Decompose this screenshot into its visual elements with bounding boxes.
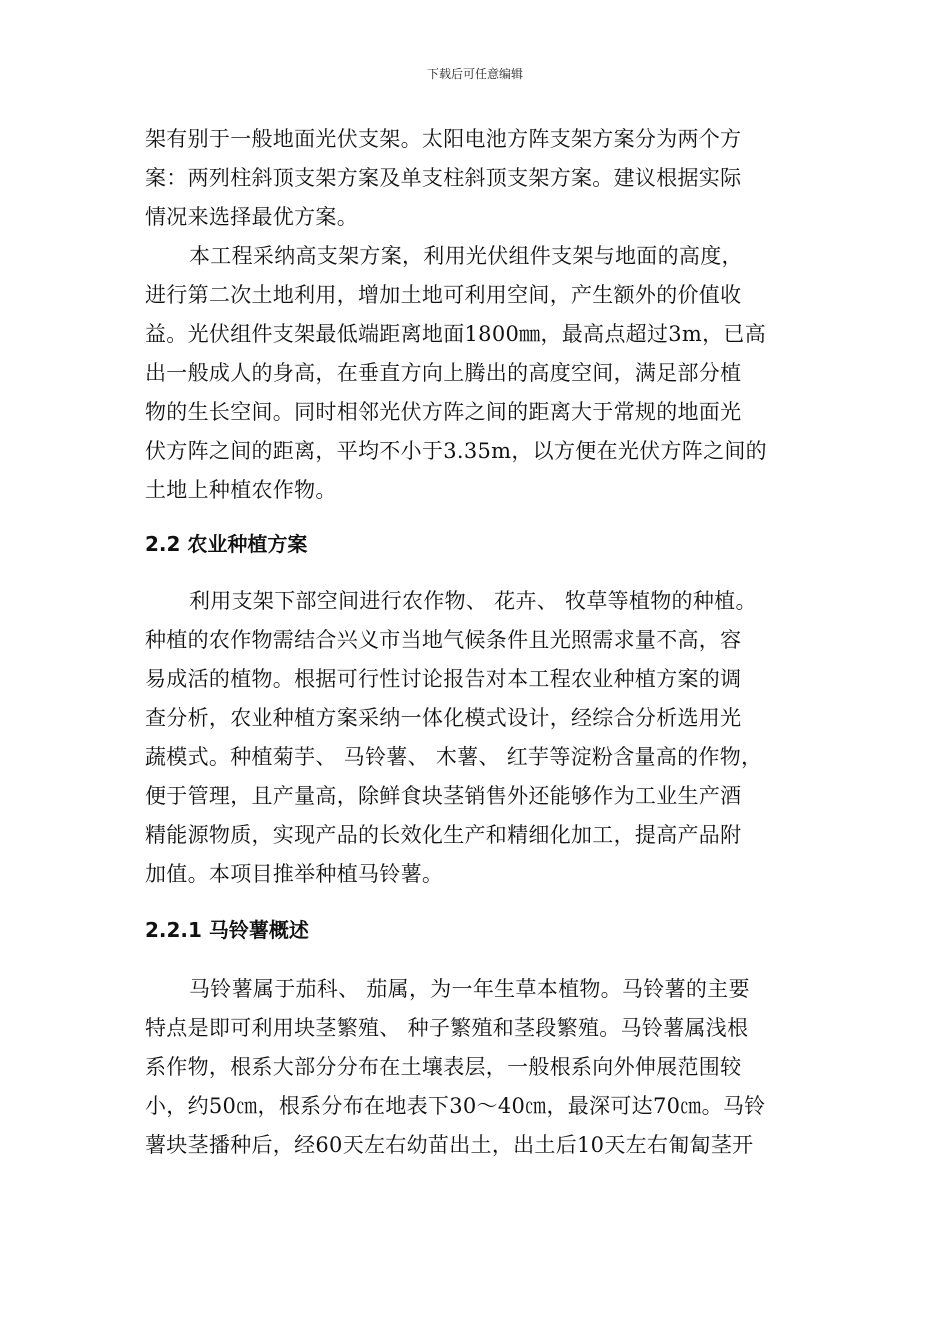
text-line: 利用支架下部空间进行农作物、 花卉、 牧草等植物的种植。 [189, 589, 757, 613]
text-line: 出一般成人的身高，在垂直方向上腾出的高度空间，满足部分植 [145, 361, 742, 385]
text-line: 土地上种植农作物。 [145, 478, 337, 502]
paragraph-planting-scheme [145, 582, 810, 894]
section-heading-2-2-1: 2.2.1 马铃薯概述 [145, 918, 309, 942]
paragraph-potato-overview [145, 970, 810, 1165]
section-heading-2-2: 2.2 农业种植方案 [145, 532, 308, 556]
paragraph-high-support-scheme [145, 237, 810, 510]
text-line: 物的生长空间。同时相邻光伏方阵之间的距离大于常规的地面光 [145, 400, 742, 424]
document-body [145, 120, 810, 1165]
text-line: 薯块茎播种后，经60天左右幼苗出土，出土后10天左右匍匐茎开 [145, 1133, 754, 1157]
text-line: 精能源物质，实现产品的长效化生产和精细化加工，提高产品附 [145, 823, 742, 847]
page-header: 下载后可任意编辑 [426, 67, 523, 81]
text-line: 便于管理，且产量高，除鲜食块茎销售外还能够作为工业生产酒 [145, 784, 742, 808]
text-line: 系作物，根系大部分分布在土壤表层，一般根系向外伸展范围较 [145, 1055, 742, 1079]
text-line: 案：两列柱斜顶支架方案及单支柱斜顶支架方案。建议根据实际 [145, 166, 742, 190]
text-line: 小，约50㎝，根系分布在地表下30～40㎝，最深可达70㎝。马铃 [145, 1094, 766, 1118]
text-line: 本工程采纳高支架方案，利用光伏组件支架与地面的高度， [189, 244, 743, 268]
text-line: 查分析，农业种植方案采纳一体化模式设计，经综合分析选用光 [145, 706, 742, 730]
text-line: 蔬模式。种植菊芋、 马铃薯、 木薯、 红芋等淀粉含量高的作物， [145, 745, 763, 769]
text-line: 进行第二次土地利用，增加土地可利用空间，产生额外的价值收 [145, 283, 742, 307]
text-line: 易成活的植物。根据可行性讨论报告对本工程农业种植方案的调 [145, 667, 742, 691]
text-line: 种植的农作物需结合兴义市当地气候条件且光照需求量不高，容 [145, 628, 742, 652]
text-line: 加值。本项目推举种植马铃薯。 [145, 862, 444, 886]
text-line: 益。光伏组件支架最低端距离地面1800㎜，最高点超过3m，已高 [145, 322, 767, 346]
text-line: 伏方阵之间的距离，平均不小于3.35m，以方便在光伏方阵之间的 [145, 439, 767, 463]
text-line: 马铃薯属于茄科、 茄属，为一年生草本植物。马铃薯的主要 [189, 977, 750, 1001]
text-line: 特点是即可利用块茎繁殖、 种子繁殖和茎段繁殖。马铃薯属浅根 [145, 1016, 749, 1040]
text-line: 架有别于一般地面光伏支架。太阳电池方阵支架方案分为两个方 [145, 127, 742, 151]
paragraph-support-options [145, 120, 810, 237]
text-line: 情况来选择最优方案。 [145, 205, 358, 229]
